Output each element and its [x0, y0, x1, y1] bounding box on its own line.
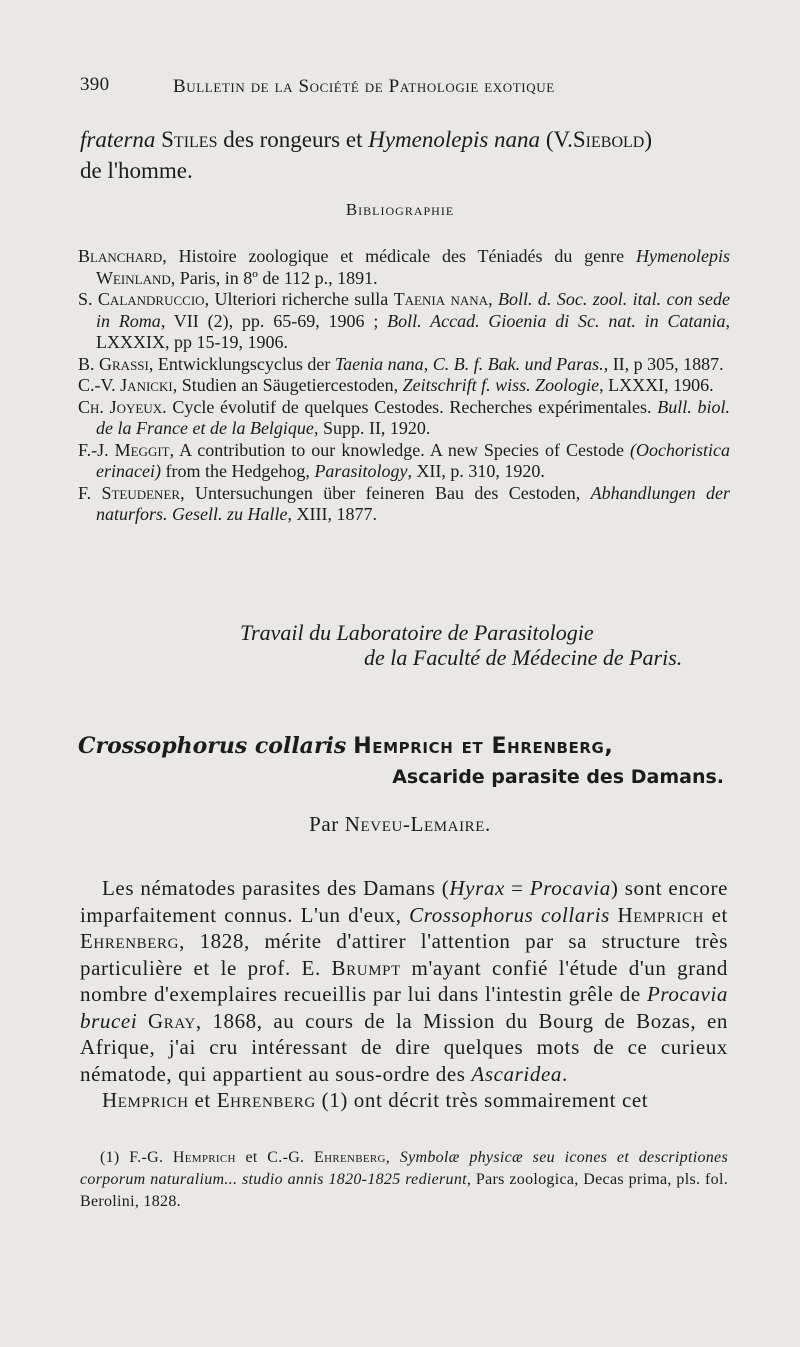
- reference-text: , Paris, in 8º de 112 p., 1891.: [170, 267, 378, 288]
- intro-paragraph: [80, 124, 728, 186]
- reference-text: , VII (2), pp. 65-69, 1906 ;: [160, 310, 388, 331]
- reference-italic: Bull. biol. de la France et de la Belgique: [96, 396, 731, 438]
- title-species: Crossophorus collaris: [78, 733, 347, 759]
- body-text: , 1868, au cours de la Mission du Bourg de Bozas, en Afrique, j'ai cru intéressant de dire quelques mots de ce curieux nématode, qui appartient au sous-ordre des: [80, 1008, 728, 1086]
- reference-text: from the Hedgehog,: [160, 461, 315, 481]
- footnote-text: (1) F.-G.: [100, 1149, 173, 1166]
- footnote-smallcaps: Hemprich: [172, 1149, 236, 1166]
- bibliography-heading: Bibliographie: [345, 200, 455, 219]
- journal-title: Bulletin de la Société de Pathologie exotique: [173, 76, 555, 97]
- reference-author: S. Calandruccio: [78, 289, 205, 309]
- reference-author: B. Grassi: [78, 353, 149, 374]
- reference-text: , Supp. II, 1920.: [313, 418, 431, 438]
- laboratory-signature: [240, 620, 720, 670]
- body-italic: Ascaridea: [471, 1061, 562, 1086]
- signature-line-2: de la Faculté de Médecine de Paris.: [364, 645, 683, 670]
- reference-text: , LXXXI, 1906.: [599, 375, 714, 395]
- body-smallcaps: Gray: [147, 1008, 196, 1033]
- reference-text: , Studien an Säugetiercestoden,: [172, 375, 403, 395]
- reference-item: [78, 354, 730, 376]
- body-italic: Crossophorus collaris: [409, 902, 610, 927]
- body-text: [137, 1009, 148, 1033]
- body-smallcaps: Ehrenberg: [80, 929, 180, 953]
- intro-species-1: fraterna: [80, 127, 156, 152]
- reference-text: , Untersuchungen über feineren Bau des Cestoden,: [180, 482, 591, 503]
- article-subtitle: Ascaride parasite des Damans.: [392, 766, 724, 788]
- article-title: [78, 731, 728, 792]
- article-title-line-1: [78, 731, 728, 762]
- reference-italic: Parasitology: [314, 461, 408, 481]
- intro-text-4: de l'homme.: [80, 158, 193, 183]
- reference-item: [78, 375, 730, 397]
- page-number: 390: [80, 74, 110, 95]
- footnote-italic: Symbolæ physicæ seu icones et descriptiones corporum naturalium... studio annis 1820-1825 redierunt: [80, 1149, 728, 1188]
- reference-text: ,: [423, 353, 433, 374]
- reference-text: , XIII, 1877.: [287, 504, 377, 524]
- body-text: (1) ont décrit très sommairement cet: [315, 1088, 649, 1112]
- article-body: [80, 875, 728, 1114]
- byline-author: Neveu-Lemaire.: [344, 812, 491, 836]
- title-authors: Hemprich et Ehrenberg,: [353, 734, 614, 759]
- reference-text: ,: [488, 289, 498, 309]
- body-text: m'ayant confié l'étude d'un grand nombre d'exemplaires recueillis par lui dans l'intestin grêle de: [80, 955, 728, 1006]
- footnote-1: [80, 1147, 728, 1213]
- intro-species-2: Hymenolepis nana: [368, 127, 541, 152]
- body-text: .: [562, 1061, 568, 1086]
- reference-italic: Boll. Accad. Gioenia di Sc. nat. in Catania: [387, 310, 726, 331]
- intro-text-2: (V.: [545, 127, 573, 152]
- intro-author-2: Siebold: [572, 127, 645, 152]
- reference-item: [78, 289, 730, 354]
- reference-author: F.-J. Meggit: [78, 439, 170, 460]
- body-smallcaps: Ehrenberg: [216, 1088, 316, 1112]
- reference-italic: Hymenolepis: [636, 246, 730, 266]
- intro-text-1: des rongeurs et: [223, 127, 363, 152]
- footnote-text: , Pars zoologica, Decas prima, pls. fol. Berolini, 1828.: [80, 1171, 728, 1210]
- bibliography-list: [78, 246, 730, 526]
- reference-italic: Boll. d. Soc. zool. ital. con sede in Roma: [96, 289, 730, 331]
- reference-item: [78, 246, 730, 289]
- body-italic: Hyrax: [449, 876, 505, 900]
- body-text: ) sont encore imparfaitement connus. L'un d'eux,: [80, 876, 728, 927]
- reference-item: [78, 440, 730, 483]
- reference-text: , Histoire zoologique et médicale des Téniadés du genre: [162, 246, 637, 266]
- body-text: Les nématodes parasites des Damans (: [102, 876, 450, 900]
- reference-text: , A contribution to our knowledge. A new Species of Cestode: [169, 439, 631, 460]
- byline-prefix: Par: [309, 812, 339, 836]
- body-text: =: [504, 876, 530, 900]
- reference-text: , Entwicklungscyclus der: [148, 353, 335, 374]
- body-smallcaps: Hemprich: [617, 902, 705, 927]
- reference-text: . Cycle évolutif de quelques Cestodes. Recherches expérimentales.: [162, 396, 658, 417]
- reference-item: [78, 483, 730, 526]
- body-smallcaps: Brumpt: [331, 955, 401, 980]
- reference-item: [78, 397, 730, 440]
- body-italic: Procavia: [529, 876, 611, 900]
- reference-italic: Taenia nana: [334, 353, 424, 374]
- reference-author: F. Steudener: [78, 482, 181, 503]
- body-text: et: [188, 1088, 217, 1112]
- reference-smallcaps: Taenia nana: [393, 289, 489, 309]
- body-paragraph-2: [80, 1087, 728, 1114]
- footnote-smallcaps: Ehrenberg: [314, 1149, 386, 1166]
- reference-text: , XII, p. 310, 1920.: [407, 461, 545, 481]
- body-text: et: [704, 902, 728, 927]
- reference-text: , Ulteriori richerche sulla: [204, 289, 394, 309]
- reference-italic: Zeitschrift f. wiss. Zoologie: [402, 375, 600, 395]
- body-smallcaps: Hemprich: [102, 1088, 189, 1112]
- intro-author-1: Stiles: [161, 127, 218, 152]
- reference-italic: (Oochoristica erinacei): [96, 439, 730, 481]
- body-text: , 1828, mérite d'attirer l'attention par sa structure très particulière et le prof. E.: [80, 929, 728, 980]
- footnote: [80, 1147, 728, 1213]
- reference-author: C.-V. Janicki: [78, 375, 173, 395]
- reference-italic: Abhandlungen der naturfors. Gesell. zu Halle: [96, 482, 730, 524]
- footnote-text: ,: [385, 1149, 400, 1166]
- reference-smallcaps: Weinland: [96, 267, 171, 288]
- reference-author: Blanchard: [78, 246, 163, 266]
- byline: [0, 812, 800, 837]
- reference-author: Ch. Joyeux: [78, 396, 163, 417]
- signature-line-1: Travail du Laboratoire de Parasitologie: [240, 620, 594, 645]
- footnote-text: et C.-G.: [235, 1149, 315, 1166]
- reference-text: , LXXXIX, pp 15-19, 1906.: [96, 310, 730, 352]
- body-italic: Procavia brucei: [80, 982, 728, 1033]
- reference-italic: C. B. f. Bak. und Paras.: [432, 353, 604, 374]
- intro-text-3: ): [644, 127, 652, 152]
- reference-text: , II, p 305, 1887.: [603, 353, 724, 374]
- body-paragraph-1: [80, 875, 728, 1087]
- running-header: [80, 74, 730, 102]
